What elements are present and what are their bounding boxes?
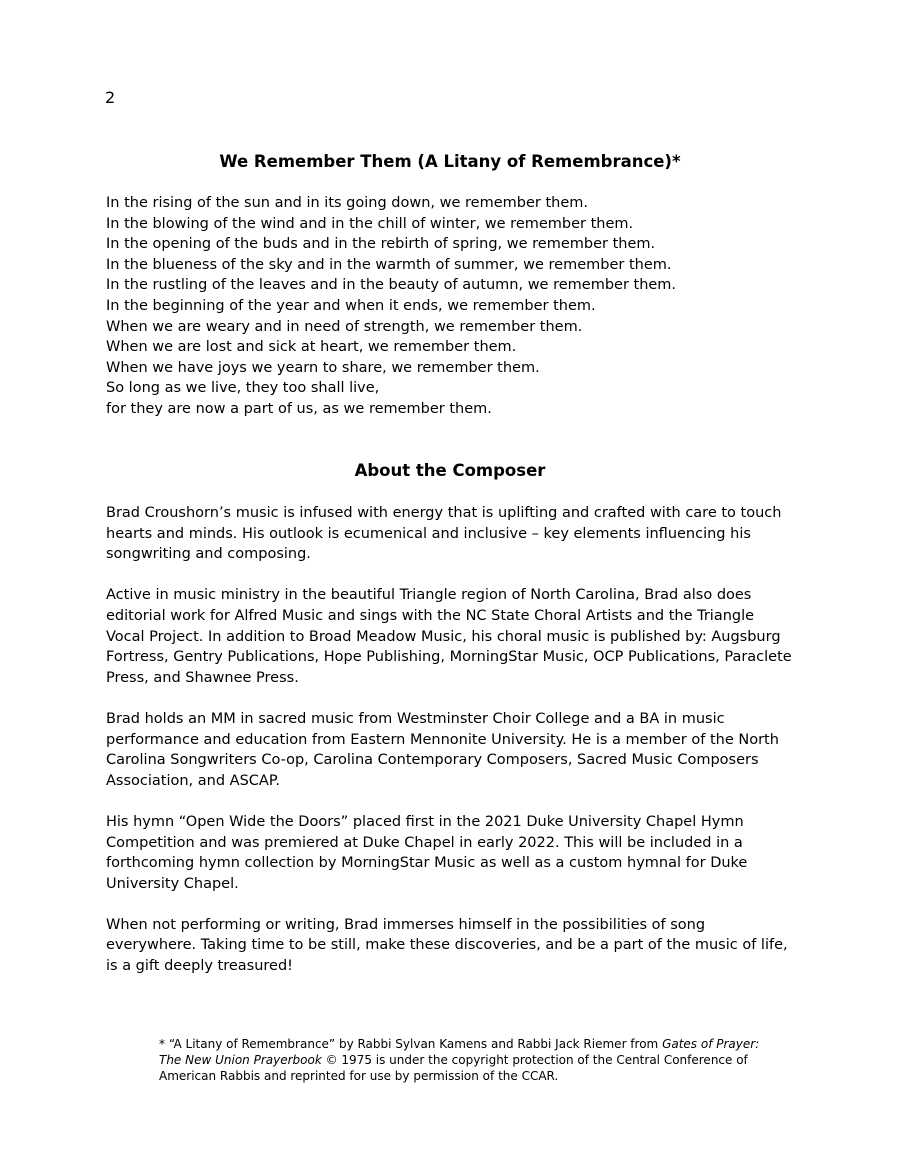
footnote-suffix: © 1975 is under the copyright protection of the Central Conference of American Rabbis and reprinted for use by permission of the CCAR. xyxy=(159,1053,748,1083)
footnote-book-title: Gates of Prayer: The New Union Prayerbook xyxy=(159,1037,760,1067)
litany-line: When we are lost and sick at heart, we remember them. xyxy=(106,339,517,356)
bio-paragraph: Active in music ministry in the beautiful Triangle region of North Carolina, Brad also does editorial work for Alfred Music and sings with the NC State Choral Artists and the Triangle Vocal Project. In addition to Broad Meadow Music, his choral music is published by: Augsburg Fortress, Gentry Publications, Hope Publishing, MorningStar Music, OCP Publications, Paraclete Press, and Shawnee Press. xyxy=(106,587,792,686)
bio-paragraph: His hymn “Open Wide the Doors” placed first in the 2021 Duke University Chapel Hymn Competition and was premiered at Duke Chapel in early 2022. This will be included in a forthcoming hymn collection by MorningStar Music as well as a custom hymnal for Duke University Chapel. xyxy=(106,813,748,892)
litany-line: In the rising of the sun and in its going down, we remember them. xyxy=(106,195,588,211)
about-heading: About the Composer xyxy=(354,461,546,480)
litany-line: When we have joys we yearn to share, we remember them. xyxy=(106,359,540,376)
litany-line: In the rustling of the leaves and in the beauty of autumn, we remember them. xyxy=(106,277,677,294)
composer-bio xyxy=(106,503,796,997)
litany-line: In the opening of the buds and in the rebirth of spring, we remember them. xyxy=(106,236,656,253)
litany-lines xyxy=(106,193,806,420)
footnote-prefix: * “A Litany of Remembrance” by Rabbi Sylvan Kamens and Rabbi Jack Riemer from xyxy=(159,1037,663,1051)
bio-paragraph: Brad holds an MM in sacred music from Westminster Choir College and a BA in music performance and education from Eastern Mennonite University. He is a member of the North Carolina Songwriters Co-op, Carolina Contemporary Composers, Sacred Music Composers Association, and ASCAP. xyxy=(106,710,779,789)
litany-line: When we are weary and in need of strength, we remember them. xyxy=(106,318,583,335)
bio-paragraph: Brad Croushorn’s music is infused with energy that is uplifting and crafted with care to touch hearts and minds. His outlook is ecumenical and inclusive – key elements influencing his songwriting and composing. xyxy=(106,505,782,563)
litany-line: In the beginning of the year and when it ends, we remember them. xyxy=(106,297,596,314)
litany-title: We Remember Them (A Litany of Remembrance)* xyxy=(219,152,681,171)
bio-paragraph: When not performing or writing, Brad immerses himself in the possibilities of song everywhere. Taking time to be still, make these discoveries, and be a part of the music of life, is a gift deeply treasured! xyxy=(106,916,788,975)
page-number: 2 xyxy=(105,88,116,107)
litany-line: In the blueness of the sky and in the warmth of summer, we remember them. xyxy=(106,256,672,273)
litany-line: So long as we live, they too shall live, xyxy=(106,380,380,397)
copyright-footnote xyxy=(159,1036,779,1084)
litany-line: In the blowing of the wind and in the chill of winter, we remember them. xyxy=(106,215,634,232)
litany-line: for they are now a part of us, as we remember them. xyxy=(106,400,492,417)
